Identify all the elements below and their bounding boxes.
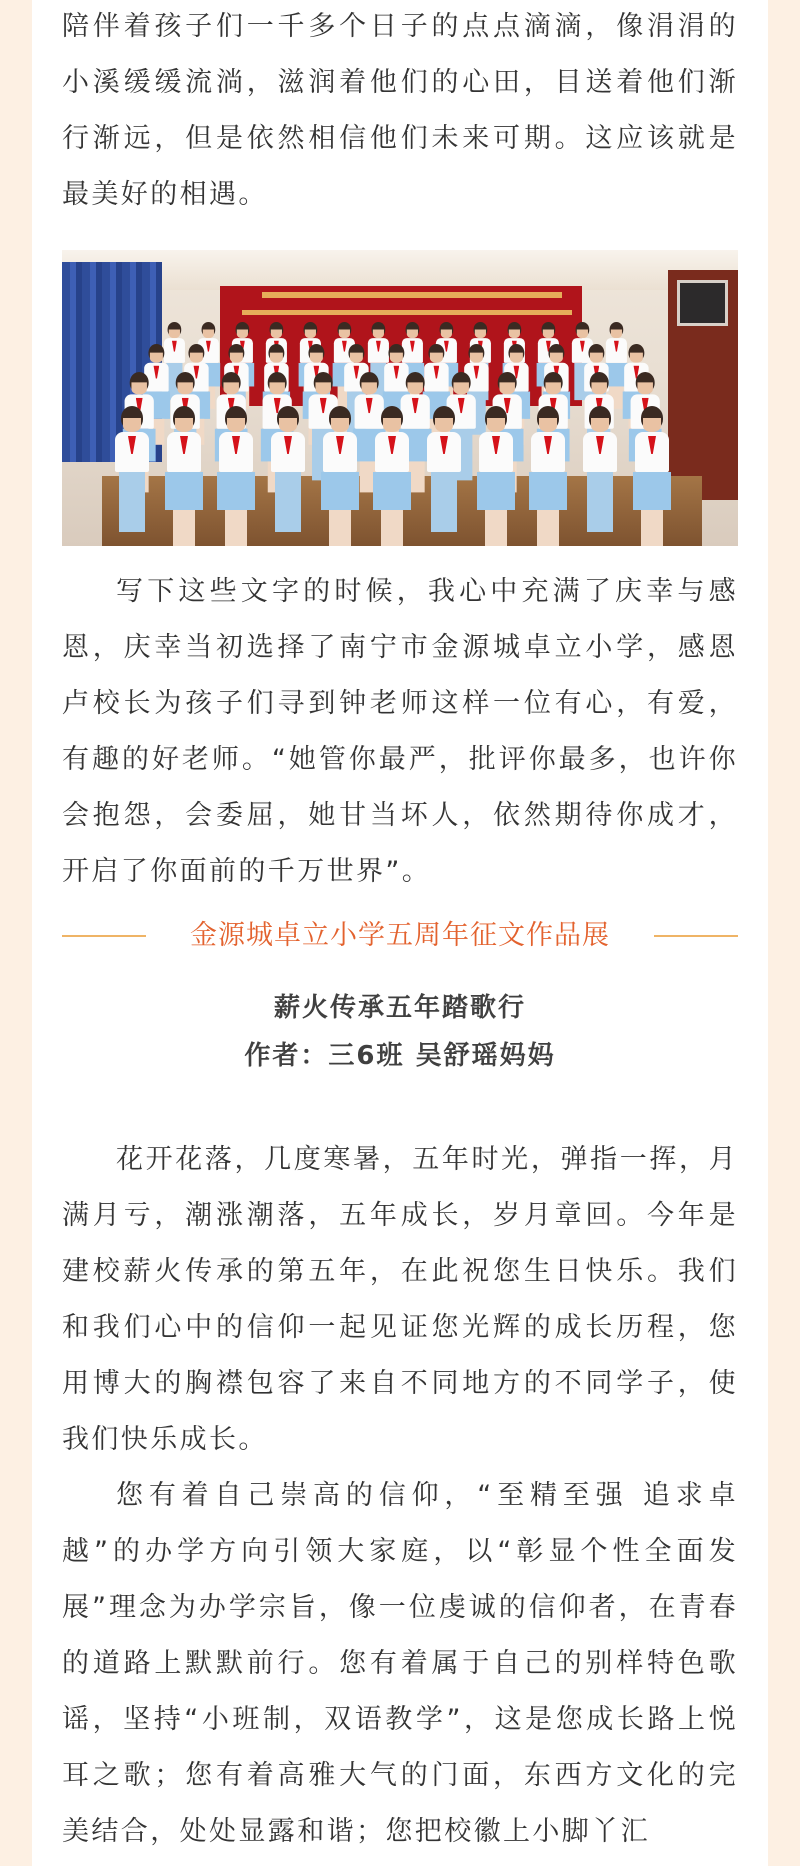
essay-author: 作者：三6班 吴舒瑶妈妈 <box>244 1041 556 1071</box>
photo-student <box>268 406 308 532</box>
photo-student <box>216 406 256 546</box>
photo-student <box>164 406 204 546</box>
essay-title: 薪火传承五年踏歌行 <box>273 993 526 1023</box>
divider-line-right <box>654 935 738 937</box>
section-divider <box>62 914 738 958</box>
photo-student <box>476 406 516 546</box>
photo-student <box>632 406 672 546</box>
photo-student <box>528 406 568 546</box>
divider-line-left <box>62 935 146 937</box>
divider-label: 金源城卓立小学五周年征文作品展 <box>190 920 610 951</box>
spacer <box>62 1080 738 1132</box>
photo-ceiling <box>62 250 738 290</box>
photo-student <box>320 406 360 546</box>
essay-paragraph-1: 花开花落，几度寒暑，五年时光，弹指一挥，月满月亏，潮涨潮落，五年成长，岁月章回。今年是建校薪火传承的第五年，在此祝您生日快乐。我们和我们心中的信仰一起见证您光辉的成长历程，您用博大的胸襟包容了来自不同地方的不同学子，使我们快乐成长。 <box>62 1144 738 1455</box>
choir-photo <box>62 250 738 546</box>
photo-student <box>580 406 620 532</box>
photo-student <box>424 406 464 532</box>
article-body <box>62 0 738 1860</box>
paragraph-tail: 陪伴着孩子们一千多个日子的点点滴滴，像涓涓的小溪缓缓流淌，滋润着他们的心田，目送着他们渐行渐远，但是依然相信他们未来可期。这应该就是最美好的相遇。 <box>62 11 738 210</box>
photo-window <box>677 280 728 326</box>
photo-banner-text-line2 <box>242 310 572 315</box>
paragraph-gratitude: 写下这些文字的时候，我心中充满了庆幸与感恩，庆幸当初选择了南宁市金源城卓立小学，感恩卢校长为孩子们寻到钟老师这样一位有心，有爱，有趣的好老师。“她管你最严，批评你最多，也许你会抱怨，会委屈，她甘当坏人，依然期待你成才，开启了你面前的千万世界”。 <box>62 576 738 887</box>
article-container <box>32 0 768 1866</box>
photo-student <box>372 406 412 546</box>
photo-students <box>122 322 682 546</box>
essay-paragraph-2: 您有着自己崇高的信仰，“至精至强 追求卓越”的办学方向引领大家庭，以“彰显个性全面发展”理念为办学宗旨，像一位虔诚的信仰者，在青春的道路上默默前行。您有着属于自己的别样特色歌谣，坚持“小班制，双语教学”，这是您成长路上悦耳之歌；您有着高雅大气的门面，东西方文化的完美结合，处处显露和谐；您把校徽上小脚丫汇 <box>62 1480 738 1847</box>
photo-student <box>112 406 152 532</box>
photo-banner-text-line1 <box>262 292 562 298</box>
